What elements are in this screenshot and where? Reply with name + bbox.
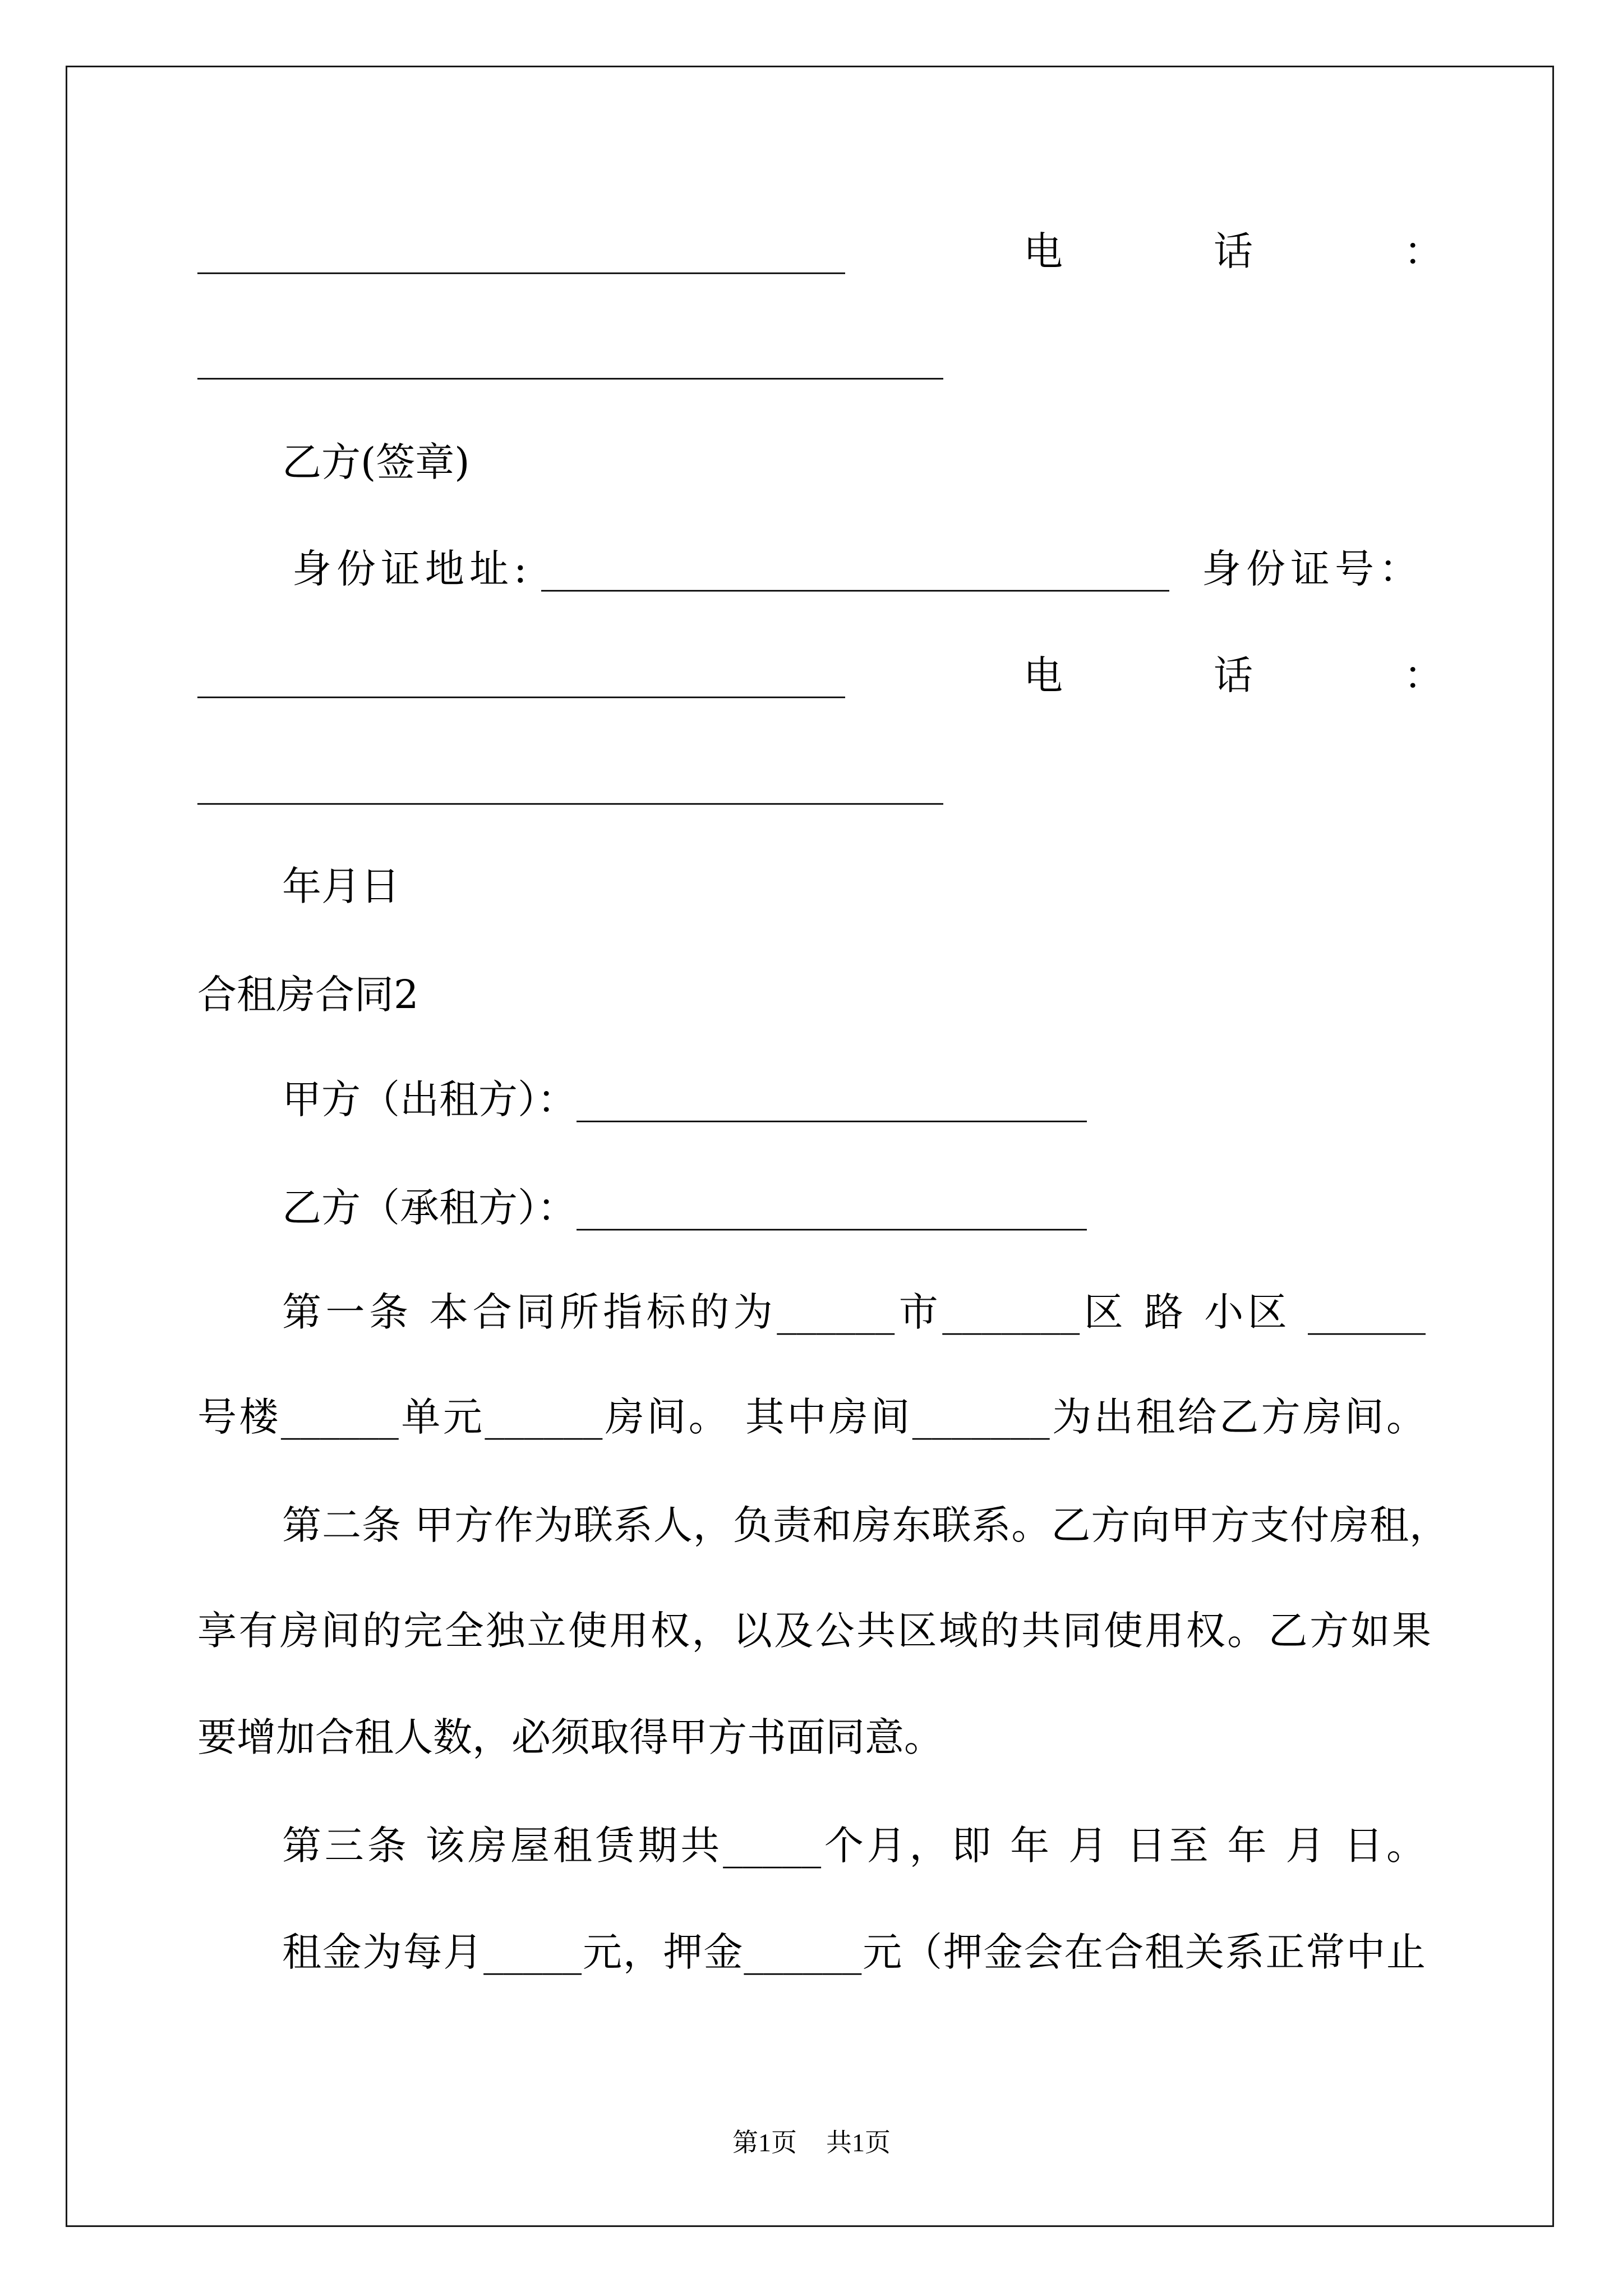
signature-date: 年月日 — [282, 863, 400, 909]
continued-id-number-blank: _________________________________ — [197, 228, 845, 274]
id-number-label: 身份证号： — [1202, 546, 1423, 592]
party-b-line — [282, 1185, 1087, 1231]
phone-label: 电话： — [1023, 652, 1594, 698]
article-1-line-2: 号楼______单元______房间。 其中房间_______为出租给乙方房间。 — [197, 1394, 1426, 1440]
party-b-signature-title: 乙方(签章) — [282, 439, 470, 485]
contract-title: 合租房合同2 — [197, 972, 419, 1018]
continued-phone-blank: ______________________________________ — [197, 334, 943, 380]
party-b-blank: __________________________ — [577, 1185, 1087, 1231]
page-border — [66, 66, 1554, 2227]
article-1-line-1: 第一条 本合同所指标的为______市_______区 路 小区 ______ — [282, 1289, 1426, 1335]
continued-phone-label: 电话： — [1023, 228, 1594, 274]
party-b-label: 乙方（承租方）： — [282, 1185, 577, 1231]
article-3-line-2: 租金为每月_____元，押金______元（押金会在合租关系正常中止 — [282, 1929, 1426, 1975]
id-number-blank: _________________________________ — [197, 652, 845, 698]
party-a-blank: __________________________ — [577, 1076, 1087, 1122]
party-a-label: 甲方（出租方）： — [282, 1076, 577, 1122]
phone-blank: ______________________________________ — [197, 759, 943, 805]
id-address-label: 身份证地址: — [292, 546, 532, 592]
page-number: 第1页 — [732, 2128, 797, 2157]
party-a-line — [282, 1076, 1087, 1122]
article-2-line-1: 第二条 甲方作为联系人，负责和房东联系。乙方向甲方支付房租， — [282, 1502, 1449, 1548]
page-total: 共1页 — [826, 2128, 891, 2157]
article-2-line-2: 享有房间的完全独立使用权，以及公共区域的共同使用权。乙方如果 — [197, 1608, 1431, 1654]
page-footer — [0, 2129, 1623, 2157]
article-2-line-3: 要增加合租人数，必须取得甲方书面同意。 — [197, 1714, 943, 1760]
id-address-blank: ________________________________ — [541, 546, 1169, 592]
article-3-line-1: 第三条 该房屋租赁期共_____个月，即 年 月 日至 年 月 日。 — [282, 1823, 1426, 1869]
